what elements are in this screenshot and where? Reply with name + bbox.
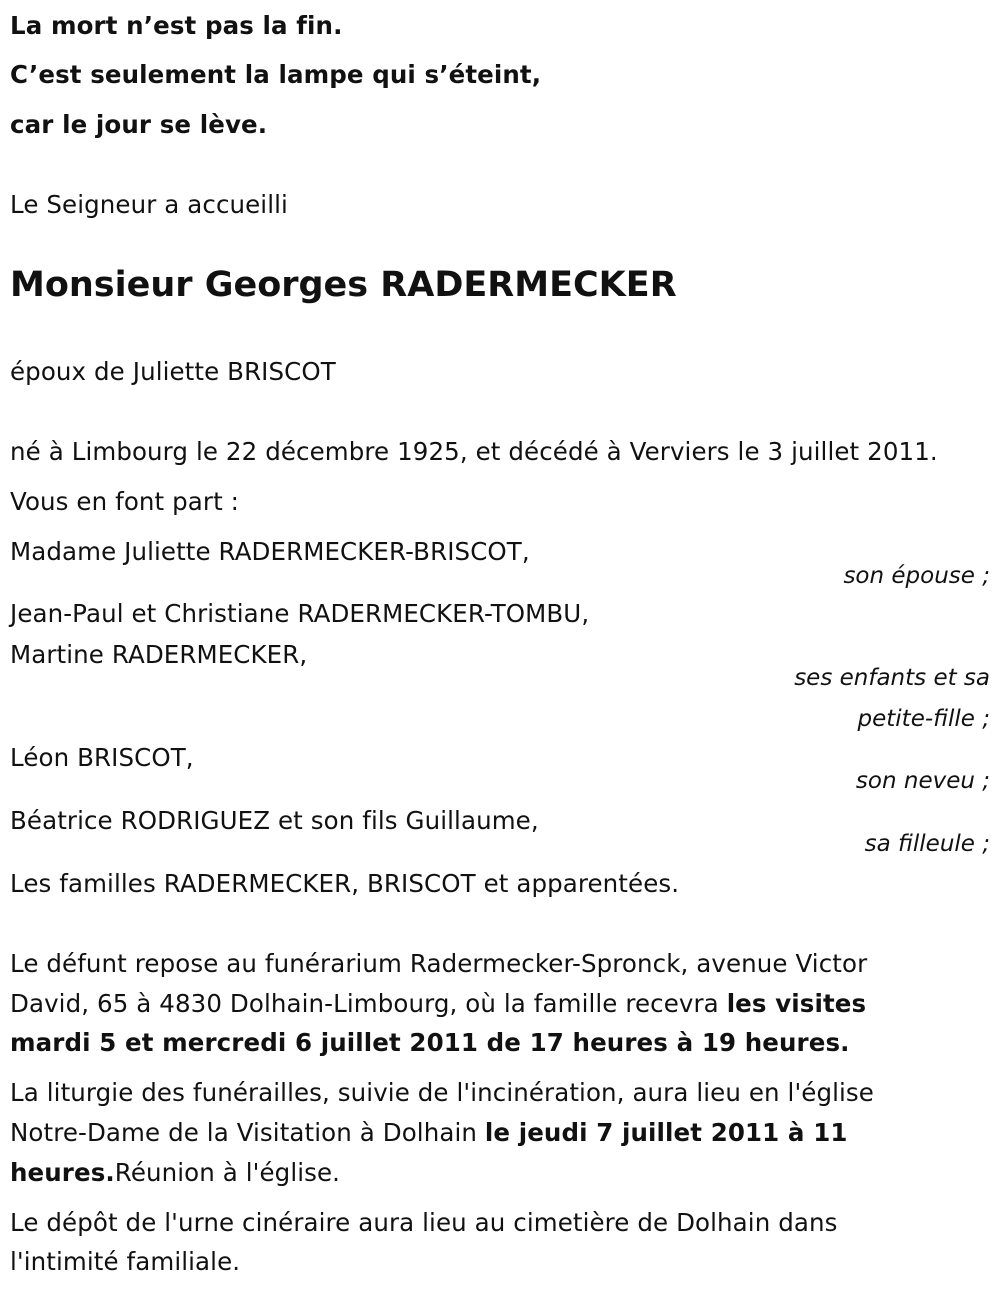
visitation-line-2-text: David, 65 à 4830 Dolhain-Limbourg, où la famille recevra bbox=[10, 989, 727, 1018]
funeral-bold-1: le jeudi 7 juillet 2011 à 11 bbox=[484, 1118, 848, 1147]
spouse-line: époux de Juliette BRISCOT bbox=[10, 357, 336, 386]
urn-line-1: Le dépôt de l'urne cinéraire aura lieu au cimetière de Dolhain dans bbox=[10, 1208, 838, 1237]
birth-death-line: né à Limbourg le 22 décembre 1925, et décédé à Verviers le 3 juillet 2011. bbox=[10, 437, 938, 466]
funeral-line-3 bbox=[10, 1158, 340, 1188]
family-child-2: Martine RADERMECKER, bbox=[10, 640, 308, 669]
funeral-bold-2: heures. bbox=[10, 1158, 115, 1187]
family-nephew: Léon BRISCOT, bbox=[10, 743, 194, 772]
family-child-1: Jean-Paul et Christiane RADERMECKER-TOMBU, bbox=[10, 599, 590, 628]
family-children-role-2: petite-fille ; bbox=[857, 706, 990, 732]
verse-line-1: La mort n’est pas la fin. bbox=[10, 11, 343, 40]
family-families: Les familles RADERMECKER, BRISCOT et apparentées. bbox=[10, 869, 680, 898]
visitation-line-2 bbox=[10, 989, 866, 1019]
funeral-line-2 bbox=[10, 1118, 847, 1148]
announce-line: Vous en font part : bbox=[10, 487, 240, 516]
verse-line-3: car le jour se lève. bbox=[10, 110, 268, 139]
funeral-line-1: La liturgie des funérailles, suivie de l'incinération, aura lieu en l'église bbox=[10, 1078, 874, 1107]
family-children-role-1: ses enfants et sa bbox=[794, 665, 990, 691]
family-goddaughter: Béatrice RODRIGUEZ et son fils Guillaume, bbox=[10, 806, 539, 835]
intro-text: Le Seigneur a accueilli bbox=[10, 190, 288, 219]
visitation-bold-1: les visites bbox=[726, 989, 867, 1018]
family-spouse-role: son épouse ; bbox=[843, 563, 990, 589]
visitation-line-1: Le défunt repose au funérarium Radermecker-Spronck, avenue Victor bbox=[10, 949, 868, 978]
urn-line-2: l'intimité familiale. bbox=[10, 1247, 241, 1276]
funeral-line-2-text: Notre-Dame de la Visitation à Dolhain bbox=[10, 1118, 485, 1147]
funeral-line-3-text: Réunion à l'église. bbox=[114, 1158, 341, 1187]
family-goddaughter-role: sa filleule ; bbox=[864, 831, 990, 857]
family-spouse: Madame Juliette RADERMECKER-BRISCOT, bbox=[10, 537, 530, 566]
visitation-line-3: mardi 5 et mercredi 6 juillet 2011 de 17 heures à 19 heures. bbox=[10, 1028, 850, 1057]
deceased-name: Monsieur Georges RADERMECKER bbox=[10, 265, 677, 305]
family-nephew-role: son neveu ; bbox=[855, 768, 990, 794]
verse-line-2: C’est seulement la lampe qui s’éteint, bbox=[10, 60, 542, 89]
